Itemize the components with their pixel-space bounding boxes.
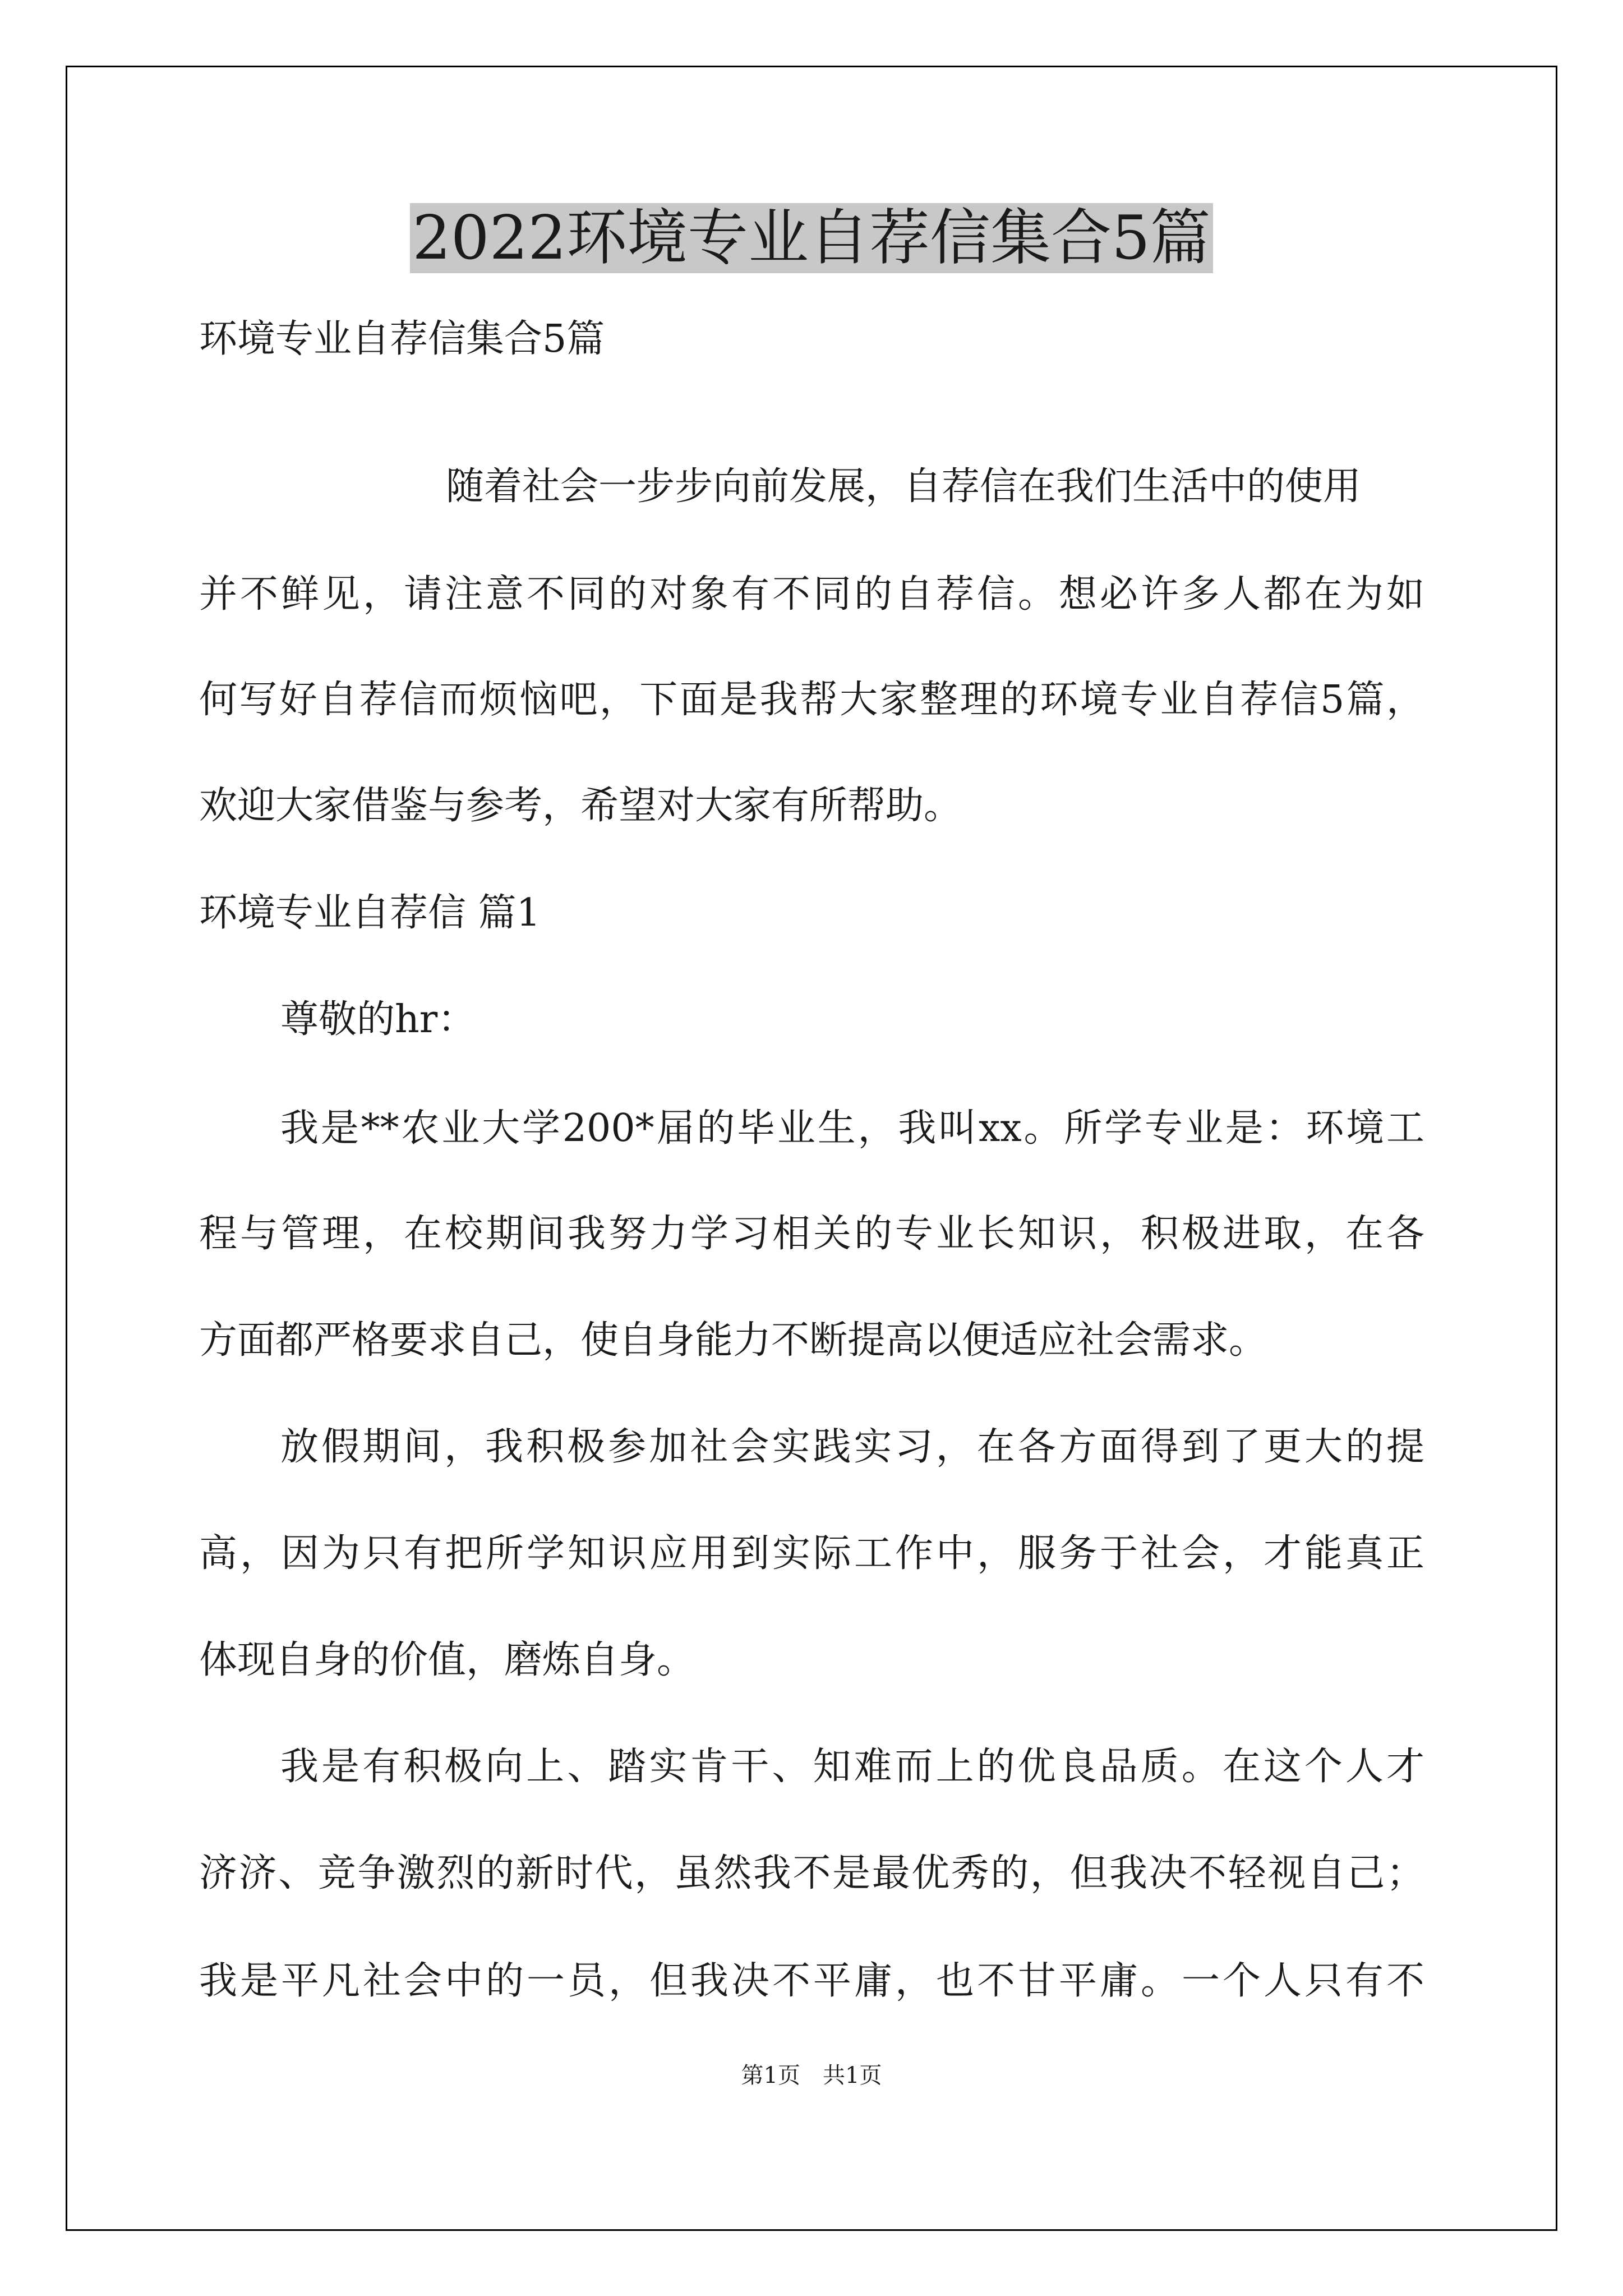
section-heading: 环境专业自荐信 篇1: [199, 891, 541, 935]
document-title: [0, 199, 1623, 278]
paragraph-line: 济济、竞争激烈的新时代，虽然我不是最优秀的，但我决不轻视自己；: [199, 1851, 1424, 1895]
greeting: 尊敬的hr：: [280, 997, 476, 1042]
paragraph-line: 我是平凡社会中的一员，但我决不平庸，也不甘平庸。一个人只有不: [199, 1959, 1424, 2003]
intro-line: 随着社会一步步向前发展，自荐信在我们生活中的使用: [446, 464, 1362, 509]
paragraph-line: 我是**农业大学200*届的毕业生，我叫xx。所学专业是：环境工: [280, 1106, 1424, 1151]
page-footer: 第1页 共1页: [741, 2063, 882, 2088]
paragraph-line: 方面都严格要求自己，使自身能力不断提高以便适应社会需求。: [199, 1318, 1267, 1363]
paragraph-line: 放假期间，我积极参加社会实践实习，在各方面得到了更大的提: [280, 1425, 1424, 1469]
subtitle: 环境专业自荐信集合5篇: [199, 317, 605, 361]
paragraph-line: 高，因为只有把所学知识应用到实际工作中，服务于社会，才能真正: [199, 1531, 1424, 1576]
document-title-text: 2022环境专业自荐信集合5篇: [410, 203, 1213, 273]
paragraph-line: 程与管理，在校期间我努力学习相关的专业长知识，积极进取，在各: [199, 1212, 1424, 1256]
intro-line: 欢迎大家借鉴与参考，希望对大家有所帮助。: [199, 784, 962, 828]
paragraph-line: 体现自身的价值，磨炼自身。: [199, 1638, 695, 1682]
intro-line: 并不鲜见，请注意不同的对象有不同的自荐信。想必许多人都在为如: [199, 572, 1424, 616]
paragraph-line: 我是有积极向上、踏实肯干、知难而上的优良品质。在这个人才: [280, 1745, 1424, 1789]
intro-line: 何写好自荐信而烦恼吧，下面是我帮大家整理的环境专业自荐信5篇，: [199, 678, 1424, 722]
